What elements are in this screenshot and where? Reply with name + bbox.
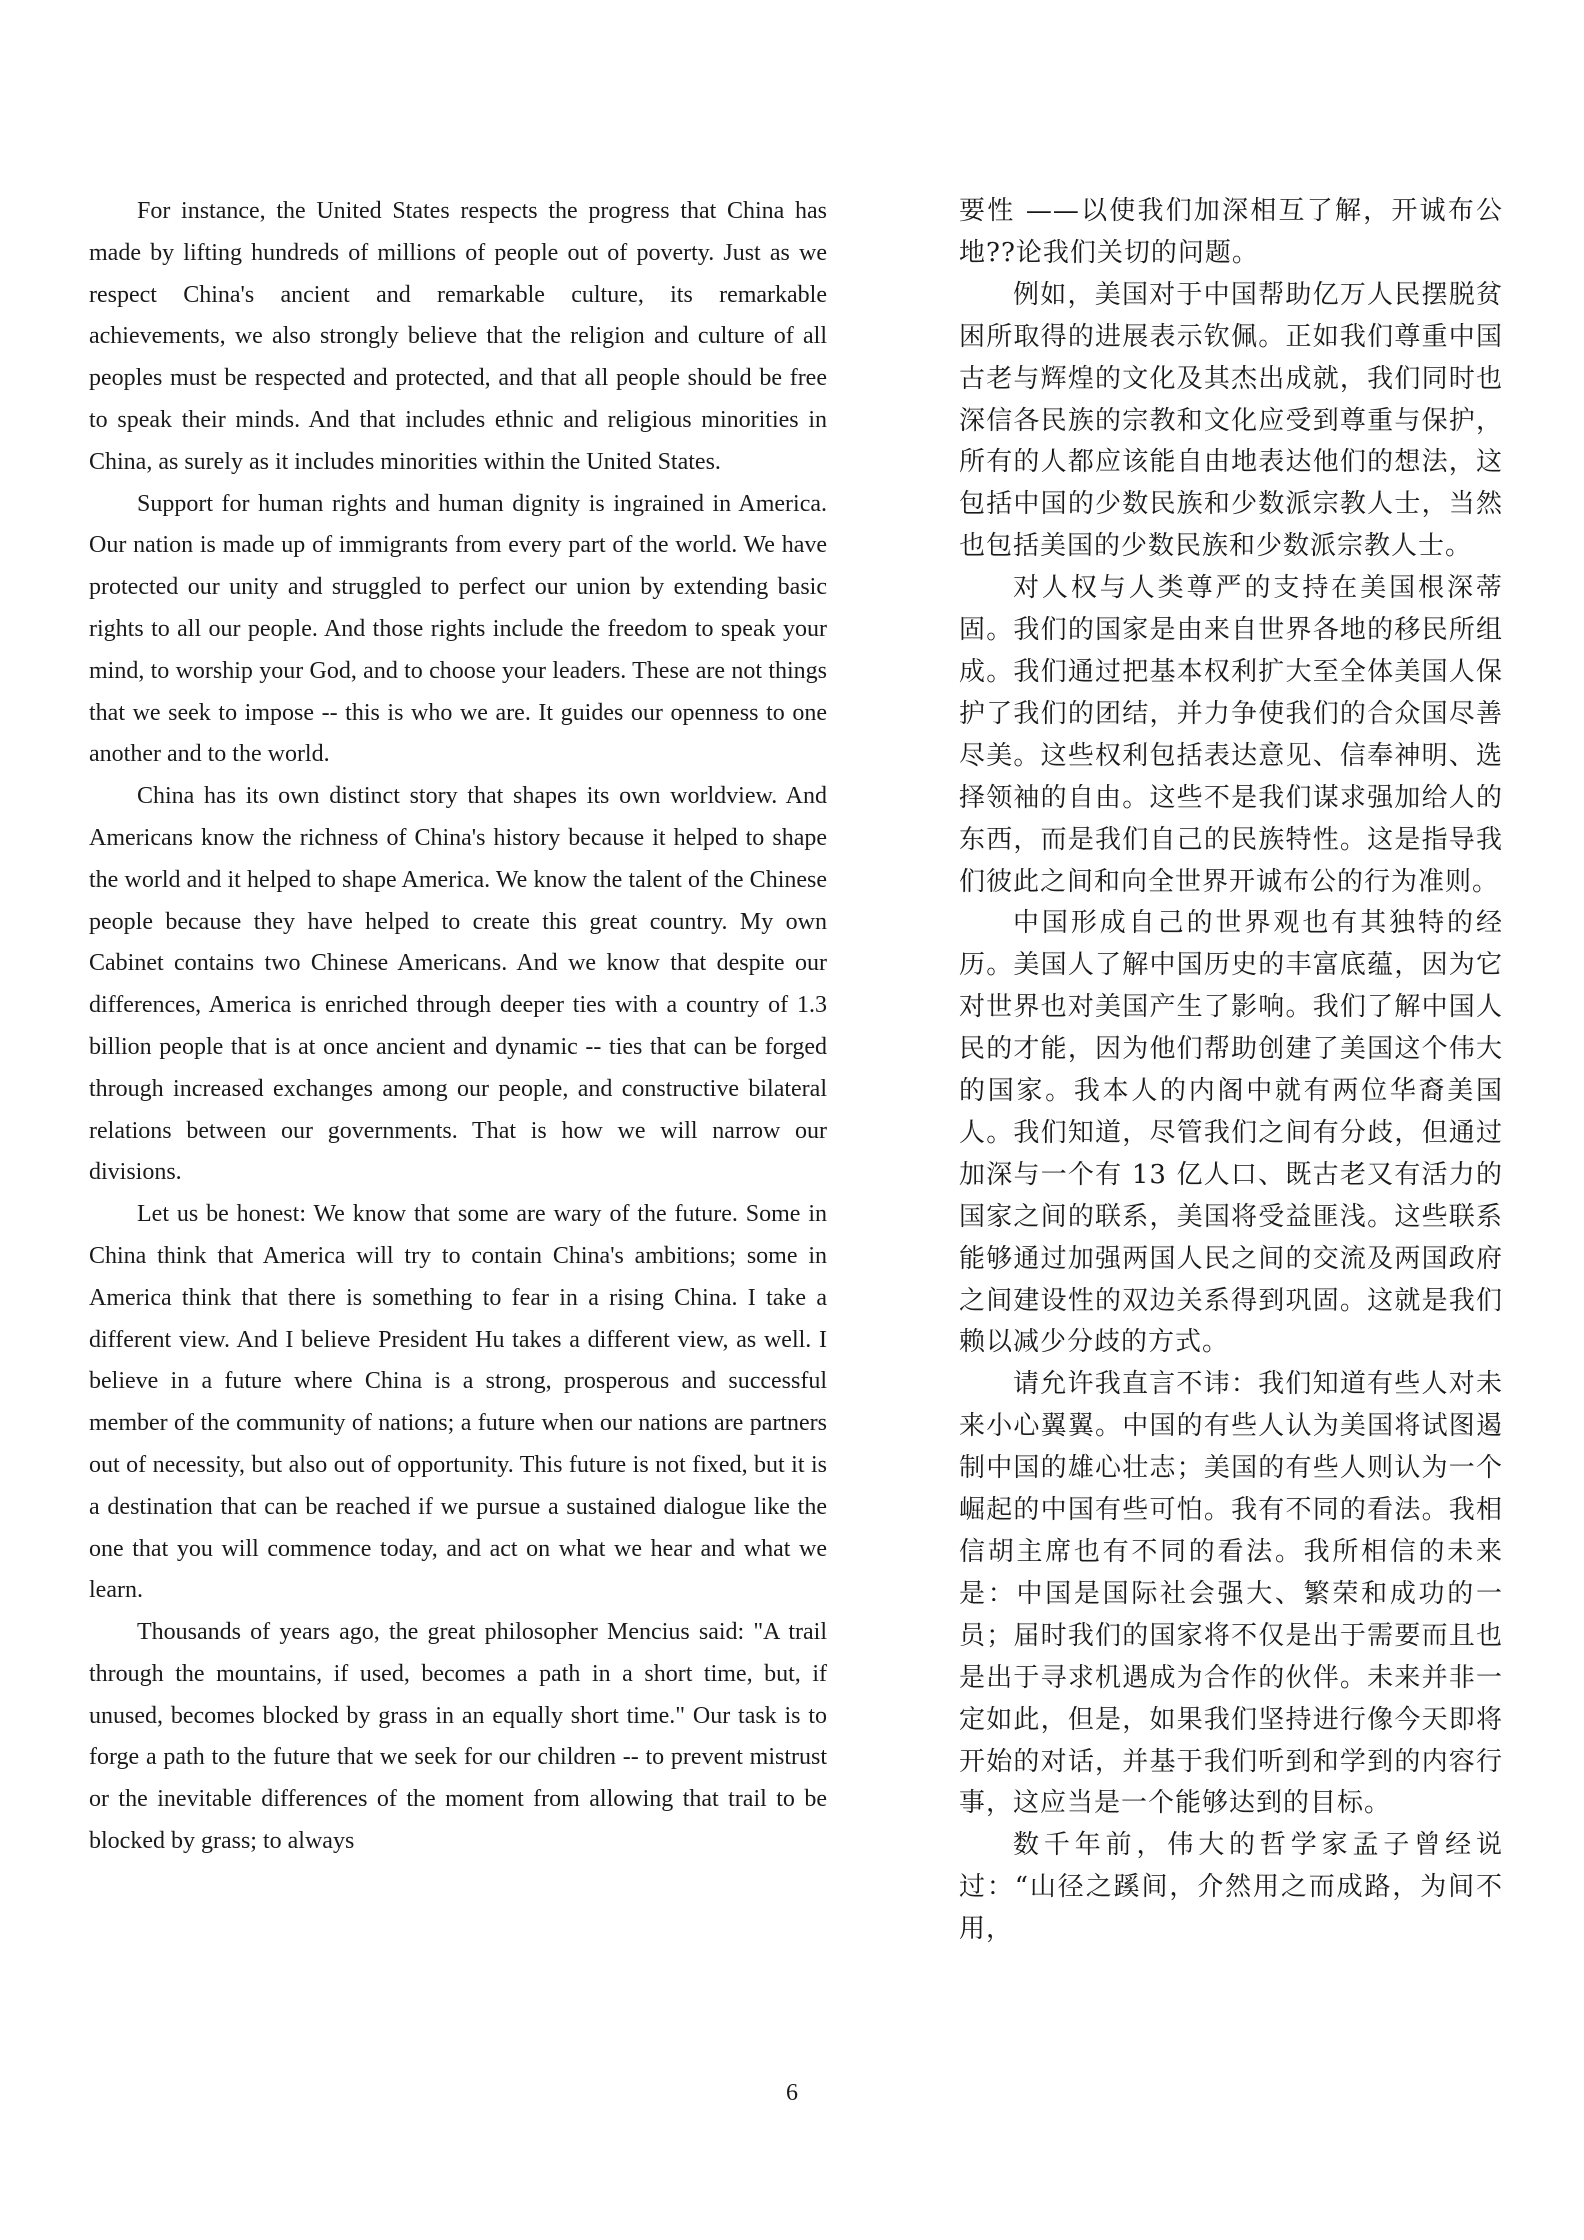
- chinese-paragraph-5: 数千年前，伟大的哲学家孟子曾经说过：“山径之蹊间，介然用之而成路，为间不用，: [959, 1830, 1503, 1945]
- chinese-paragraph-3: 中国形成自己的世界观也有其独特的经历。美国人了解中国历史的丰富底蕴，因为它对世界也对美国产生了影响。我们了解中国人民的才能，因为他们帮助创建了美国这个伟大的国家。我本人的内阁中就有两位华裔美国人。我们知道，尽管我们之间有分歧，但通过加深与一个有 13 亿人口、既古老又有活力的国家之间的联系，美国将受益匪浅。这些联系能够通过加强两国人民之间的交流及两国政府之间建设性的双边关系得到巩固。这就是我们赖以减少分歧的方式。: [959, 908, 1503, 1358]
- chinese-paragraph-4: 请允许我直言不讳：我们知道有些人对未来小心翼翼。中国的有些人认为美国将试图遏制中国的雄心壮志；美国的有些人则认为一个崛起的中国有些可怕。我有不同的看法。我相信胡主席也有不同的看法。我所相信的未来是：中国是国际社会强大、繁荣和成功的一员；届时我们的国家将不仅是出于需要而且也是出于寻求机遇成为合作的伙伴。未来并非一定如此，但是，如果我们坚持进行像今天即将开始的对话，并基于我们听到和学到的内容行事，这应当是一个能够达到的目标。: [959, 1369, 1503, 1819]
- english-paragraph-2: Support for human rights and human dignity is ingrained in America. Our nation is made up of immigrants from every part of the world. We have protected our unity and struggled to perfect our union by extending basic rights to all our people. And those rights include the freedom to speak your mind, to worship your God, and to choose your leaders. These are not things that we seek to impose -- this is who we are. It guides our openness to one another and to the world.: [89, 490, 827, 768]
- english-paragraph-1: For instance, the United States respects the progress that China has made by lifting hundreds of millions of people out of poverty. Just as we respect China's ancient and remarkable culture, its remarkable achievements, we also strongly believe that the religion and culture of all peoples must be respected and protected, and that all people should be free to speak their minds. And that includes ethnic and religious minorities in China, as surely as it includes minorities within the United States.: [89, 198, 827, 475]
- chinese-paragraph-2: 对人权与人类尊严的支持在美国根深蒂固。我们的国家是由来自世界各地的移民所组成。我们通过把基本权利扩大至全体美国人保护了我们的团结，并力争使我们的合众国尽善尽美。这些权利包括表达意见、信奉神明、选择领袖的自由。这些不是我们谋求强加给人的东西，而是我们自己的民族特性。这是指导我们彼此之间和向全世界开诚布公的行为准则。: [959, 573, 1503, 897]
- english-column: [89, 191, 827, 1863]
- english-paragraph-4: Let us be honest: We know that some are wary of the future. Some in China think that America will try to contain China's ambitions; some in America think that there is something to fear in a rising China. I take a different view. And I believe President Hu takes a different view, as well. I believe in a future where China is a strong, prosperous and successful member of the community of nations; a future when our nations are partners out of necessity, but also out of opportunity. This future is not fixed, but it is a destination that can be reached if we pursue a sustained dialogue like the one that you will commence today, and act on what we hear and what we learn.: [89, 1201, 827, 1604]
- page-number: 6: [786, 2080, 798, 2106]
- chinese-paragraph-1: 例如，美国对于中国帮助亿万人民摆脱贫困所取得的进展表示钦佩。正如我们尊重中国古老与辉煌的文化及其杰出成就，我们同时也深信各民族的宗教和文化应受到尊重与保护，所有的人都应该能自由地表达他们的想法，这包括中国的少数民族和少数派宗教人士，当然也包括美国的少数民族和少数派宗教人士。: [959, 279, 1503, 562]
- chinese-column: [959, 191, 1503, 1951]
- chinese-continuation-paragraph: 要性 ——以使我们加深相互了解，开诚布公地??论我们关切的问题。: [959, 196, 1503, 268]
- english-paragraph-3: China has its own distinct story that shapes its own worldview. And Americans know the richness of China's history because it helped to shape the world and it helped to shape America. We know the talent of the Chinese people because they have helped to create this great country. My own Cabinet contains two Chinese Americans. And we know that despite our differences, America is enriched through deeper ties with a country of 1.3 billion people that is at once ancient and dynamic -- ties that can be forged through increased exchanges among our people, and constructive bilateral relations between our governments. That is how we will narrow our divisions.: [89, 783, 827, 1186]
- english-paragraph-5: Thousands of years ago, the great philosopher Mencius said: "A trail through the mountains, if used, becomes a path in a short time, but, if unused, becomes blocked by grass in an equally short time." Our task is to forge a path to the future that we seek for our children -- to prevent mistrust or the inevitable differences of the moment from allowing that trail to be blocked by grass; to always: [89, 1619, 827, 1855]
